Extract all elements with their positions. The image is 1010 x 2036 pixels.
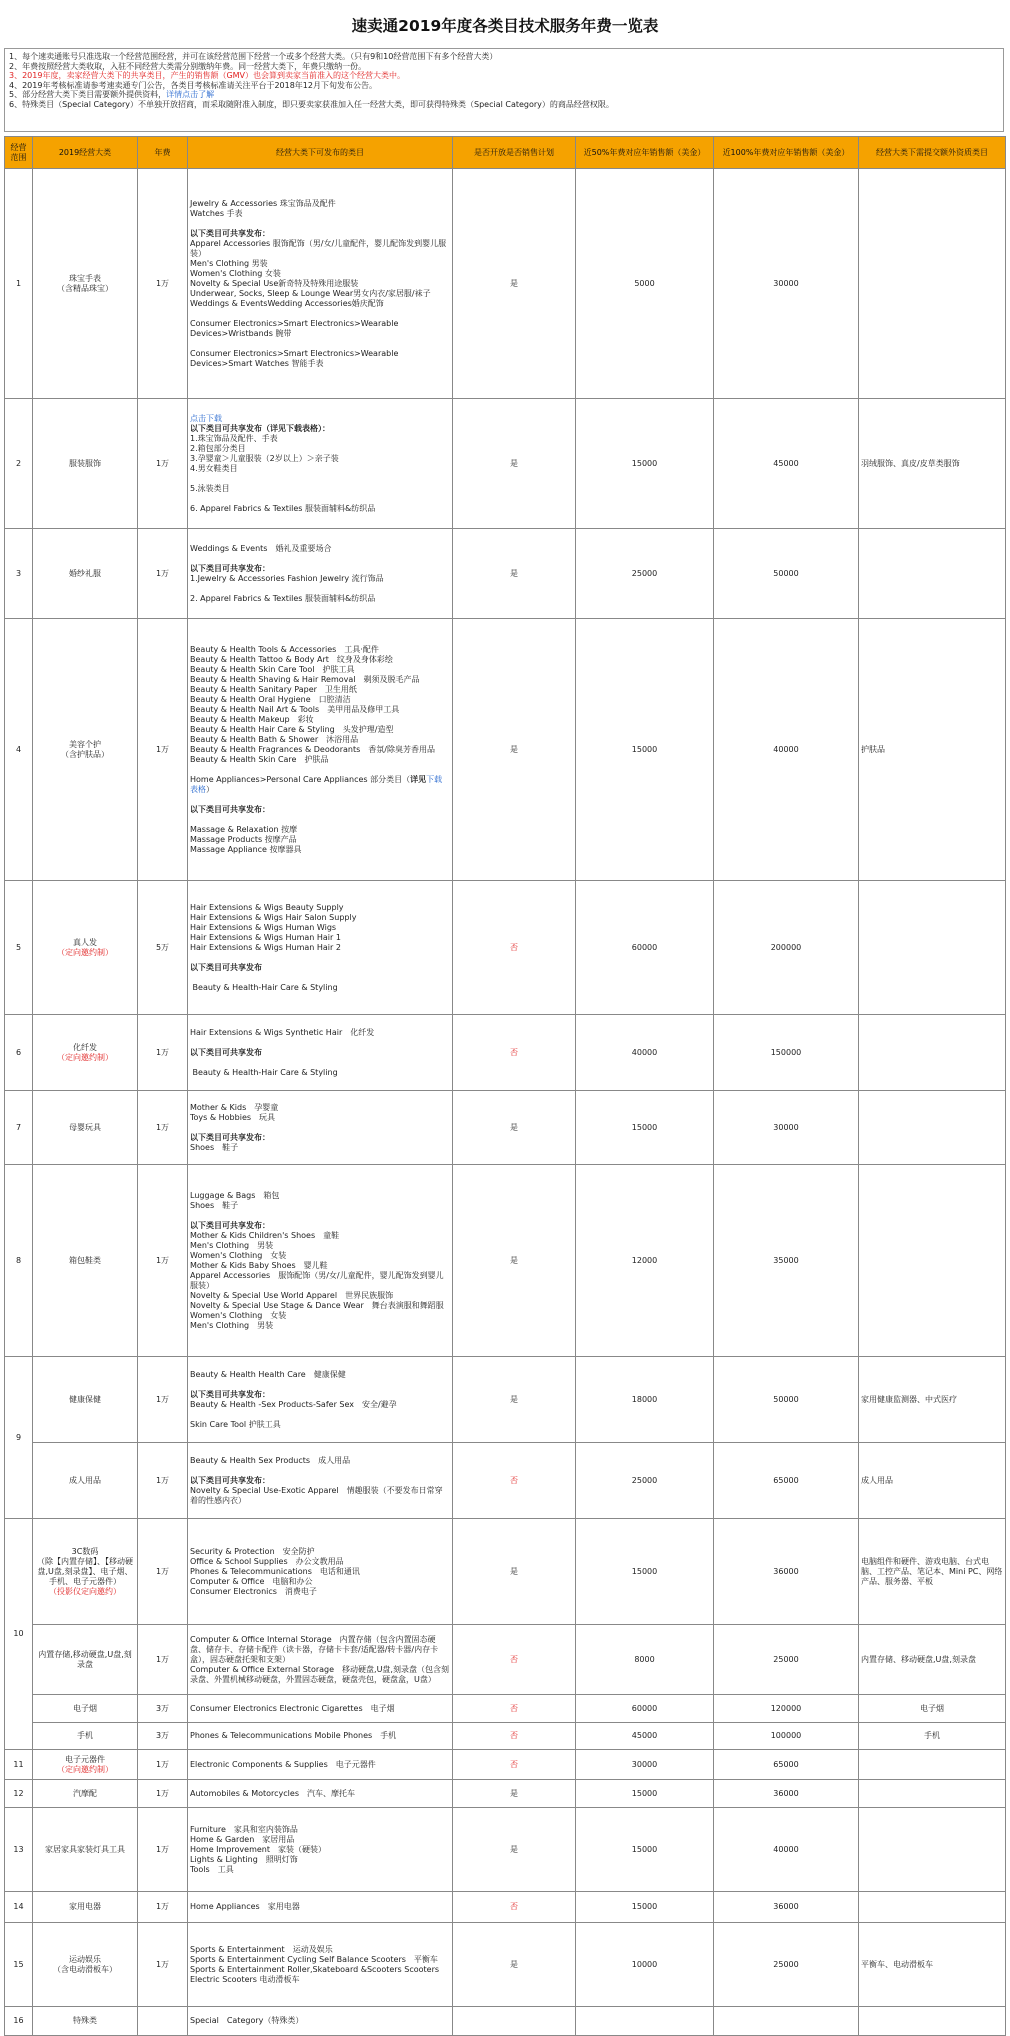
table-row bbox=[5, 169, 1006, 399]
fee-cell: 1万 bbox=[138, 1780, 188, 1808]
scope-cell: 16 bbox=[5, 2007, 33, 2036]
category-cell: 内置存储,移动硬盘,U盘,刻录盘 bbox=[33, 1625, 138, 1695]
table-row bbox=[5, 1750, 1006, 1780]
fee-cell: 1万 bbox=[138, 1750, 188, 1780]
fee-cell: 1万 bbox=[138, 1923, 188, 2007]
category-cell: 汽摩配 bbox=[33, 1780, 138, 1808]
publishable-categories-cell: Automobiles & Motorcycles 汽车、摩托车 bbox=[188, 1780, 453, 1808]
fee100-cell: 36000 bbox=[714, 1892, 859, 1923]
fee-cell: 1万 bbox=[138, 399, 188, 529]
scope-cell: 15 bbox=[5, 1923, 33, 2007]
open-cell: 否 bbox=[453, 1723, 576, 1750]
extra-qualification-cell: 电子烟 bbox=[859, 1695, 1006, 1723]
fee-cell: 1万 bbox=[138, 1519, 188, 1625]
open-cell: 否 bbox=[453, 1015, 576, 1091]
publishable-categories-cell: Consumer Electronics Electronic Cigarettes 电子烟 bbox=[188, 1695, 453, 1723]
table-row bbox=[5, 1443, 1006, 1519]
open-cell: 否 bbox=[453, 881, 576, 1015]
extra-qualification-cell bbox=[859, 1892, 1006, 1923]
extra-qualification-cell: 电脑组件和硬件、游戏电脑、台式电脑、工控产品、笔记本、Mini PC、网络产品、服务器、平板 bbox=[859, 1519, 1006, 1625]
fee50-cell: 25000 bbox=[576, 1443, 714, 1519]
open-cell: 否 bbox=[453, 1695, 576, 1723]
publishable-categories-cell: Home Appliances 家用电器 bbox=[188, 1892, 453, 1923]
fee-cell: 3万 bbox=[138, 1723, 188, 1750]
fee100-cell bbox=[714, 2007, 859, 2036]
fee-cell: 1万 bbox=[138, 1808, 188, 1892]
extra-qualification-cell bbox=[859, 2007, 1006, 2036]
open-cell: 是 bbox=[453, 1808, 576, 1892]
publishable-categories-cell: Beauty & Health Tools & Accessories 工具·配件 Beauty & Health Tattoo & Body Art 纹身及身体彩绘 Beauty & Health Skin Care Tool 护肤工具 Beauty & Health Shaving & Hair Removal 剃须及脱毛产品 Beauty & Health Sanitary Paper 卫生用纸 Beauty & Health Oral Hygiene 口腔清洁 Beauty & Health Nail Art & Tools 美甲用品及修甲工具 Beauty & Health Makeup 彩妆 Beauty & Health Hair Care & Styling 头发护理/造型 Beauty & Health Bath & Shower 沐浴用品 Beauty & Health Fragrances & Deodorants 香氛/除臭芳香用品 Beauty & Health Skin Care 护肤品 Home Appliances>Personal Care Appliances 部分类目（详见下载表格） 以下类目可共享发布： Massage & Relaxation 按摩 Massage Products 按摩产品 Massage Appliance 按摩器具 bbox=[188, 619, 453, 881]
table-row bbox=[5, 1015, 1006, 1091]
fee100-cell: 30000 bbox=[714, 169, 859, 399]
fee50-cell: 60000 bbox=[576, 1695, 714, 1723]
fee50-cell: 45000 bbox=[576, 1723, 714, 1750]
open-cell: 是 bbox=[453, 1165, 576, 1357]
fee-cell: 1万 bbox=[138, 619, 188, 881]
extra-qualification-cell bbox=[859, 529, 1006, 619]
fee50-cell: 18000 bbox=[576, 1357, 714, 1443]
open-cell: 是 bbox=[453, 619, 576, 881]
details-link[interactable]: 详情点击了解 bbox=[166, 90, 215, 100]
fee100-cell: 100000 bbox=[714, 1723, 859, 1750]
table-row bbox=[5, 1808, 1006, 1892]
category-cell: 特殊类 bbox=[33, 2007, 138, 2036]
fee50-cell bbox=[576, 2007, 714, 2036]
extra-qualification-cell bbox=[859, 1165, 1006, 1357]
note-4: 4、2019年考核标准请参考速卖通专门公告，各类目考核标准请关注平台于2018年12月下旬发布公告。 bbox=[9, 80, 377, 90]
header-scope: 经营范围 bbox=[5, 137, 33, 169]
fee50-cell: 15000 bbox=[576, 1808, 714, 1892]
fee50-cell: 15000 bbox=[576, 1892, 714, 1923]
fee100-cell: 50000 bbox=[714, 529, 859, 619]
fee-table bbox=[4, 136, 1006, 2036]
publishable-categories-cell: Beauty & Health Health Care 健康保健 以下类目可共享发布： Beauty & Health -Sex Products-Safer Sex 安全/避孕 Skin Care Tool 护肤工具 bbox=[188, 1357, 453, 1443]
header-fee50: 近50%年费对应年销售额（美金） bbox=[576, 137, 714, 169]
table-row bbox=[5, 399, 1006, 529]
publishable-categories-cell: Beauty & Health Sex Products 成人用品 以下类目可共享发布： Novelty & Special Use-Exotic Apparel 情趣服装（不要发布日常穿着的性感内衣） bbox=[188, 1443, 453, 1519]
category-cell: 家居家具家装灯具工具 bbox=[33, 1808, 138, 1892]
fee50-cell: 60000 bbox=[576, 881, 714, 1015]
extra-qualification-cell bbox=[859, 1015, 1006, 1091]
publishable-categories-cell: Hair Extensions & Wigs Synthetic Hair 化纤发 以下类目可共享发布 Beauty & Health-Hair Care & Styling bbox=[188, 1015, 453, 1091]
scope-cell: 11 bbox=[5, 1750, 33, 1780]
scope-cell: 10 bbox=[5, 1519, 33, 1750]
fee50-cell: 30000 bbox=[576, 1750, 714, 1780]
table-row bbox=[5, 1695, 1006, 1723]
category-cell: 手机 bbox=[33, 1723, 138, 1750]
publishable-categories-cell: Weddings & Events 婚礼及重要场合 以下类目可共享发布： 1.Jewelry & Accessories Fashion Jewelry 流行饰品 2. Apparel Fabrics & Textiles 服装面辅料&纺织品 bbox=[188, 529, 453, 619]
open-cell: 是 bbox=[453, 1091, 576, 1165]
note-1: 1、每个速卖通账号只准选取一个经营范围经营，并可在该经营范围下经营一个或多个经营大类。（只有9和10经营范围下有多个经营大类） bbox=[9, 52, 498, 61]
fee100-cell: 25000 bbox=[714, 1923, 859, 2007]
category-cell: 电子烟 bbox=[33, 1695, 138, 1723]
extra-qualification-cell: 手机 bbox=[859, 1723, 1006, 1750]
table-row bbox=[5, 1780, 1006, 1808]
note-5 bbox=[9, 90, 999, 100]
header-fee: 年费 bbox=[138, 137, 188, 169]
category-cell: 运动娱乐 （含电动滑板车） bbox=[33, 1923, 138, 2007]
open-cell bbox=[453, 2007, 576, 2036]
fee50-cell: 10000 bbox=[576, 1923, 714, 2007]
fee-cell: 1万 bbox=[138, 1015, 188, 1091]
header-extra-qualification: 经营大类下需提交额外资质类目 bbox=[859, 137, 1006, 169]
category-cell: 珠宝手表 （含精品珠宝） bbox=[33, 169, 138, 399]
fee100-cell: 120000 bbox=[714, 1695, 859, 1723]
fee100-cell: 36000 bbox=[714, 1780, 859, 1808]
table-row bbox=[5, 2007, 1006, 2036]
category-cell: 美容个护 （含护肤品） bbox=[33, 619, 138, 881]
publishable-categories-cell: Special Category（特殊类） bbox=[188, 2007, 453, 2036]
note-5-text: 5、部分经营大类下类目需要额外提供资料， bbox=[9, 90, 167, 100]
open-cell: 是 bbox=[453, 1357, 576, 1443]
fee50-cell: 12000 bbox=[576, 1165, 714, 1357]
scope-cell: 8 bbox=[5, 1165, 33, 1357]
table-row bbox=[5, 1357, 1006, 1443]
table-row bbox=[5, 1923, 1006, 2007]
fee50-cell: 15000 bbox=[576, 1519, 714, 1625]
open-cell: 否 bbox=[453, 1892, 576, 1923]
publishable-categories-cell: Luggage & Bags 箱包 Shoes 鞋子 以下类目可共享发布： Mother & Kids Children's Shoes 童鞋 Men's Clothing 男装 Women's Clothing 女装 Mother & Kids Baby Shoes 婴儿鞋 Apparel Accessories 服饰配饰（男/女/儿童配件，婴儿配饰发到婴儿服装） Novelty & Special Use World Apparel 世界民族服饰 Novelty & Special Use Stage & Dance Wear 舞台表演服和舞蹈服 Women's Clothing 女装 Men's Clothing 男装 bbox=[188, 1165, 453, 1357]
table-row bbox=[5, 619, 1006, 881]
fee50-cell: 8000 bbox=[576, 1625, 714, 1695]
fee100-cell: 65000 bbox=[714, 1750, 859, 1780]
extra-qualification-cell: 家用健康监测器、中式医疗 bbox=[859, 1357, 1006, 1443]
fee100-cell: 40000 bbox=[714, 1808, 859, 1892]
header-open: 是否开放是否销售计划 bbox=[453, 137, 576, 169]
publishable-categories-cell: Mother & Kids 孕婴童 Toys & Hobbies 玩具 以下类目可共享发布： Shoes 鞋子 bbox=[188, 1091, 453, 1165]
extra-qualification-cell bbox=[859, 1091, 1006, 1165]
scope-cell: 6 bbox=[5, 1015, 33, 1091]
category-cell: 3C数码 （除【内置存储】、【移动硬盘,U盘,刻录盘】、电子烟、手机、电子元器件） （投影仪定向邀约） bbox=[33, 1519, 138, 1625]
open-cell: 否 bbox=[453, 1443, 576, 1519]
fee-cell: 1万 bbox=[138, 1625, 188, 1695]
fee100-cell: 65000 bbox=[714, 1443, 859, 1519]
scope-cell: 5 bbox=[5, 881, 33, 1015]
scope-cell: 14 bbox=[5, 1892, 33, 1923]
fee50-cell: 15000 bbox=[576, 1780, 714, 1808]
table-row bbox=[5, 1723, 1006, 1750]
table-row bbox=[5, 529, 1006, 619]
fee-cell: 1万 bbox=[138, 1443, 188, 1519]
fee50-cell: 40000 bbox=[576, 1015, 714, 1091]
fee50-cell: 15000 bbox=[576, 619, 714, 881]
category-cell: 婚纱礼服 bbox=[33, 529, 138, 619]
extra-qualification-cell bbox=[859, 1808, 1006, 1892]
fee-cell: 1万 bbox=[138, 1165, 188, 1357]
scope-cell: 12 bbox=[5, 1780, 33, 1808]
publishable-categories-cell: 点击下载 以下类目可共享发布（详见下载表格）： 1.珠宝饰品及配件、手表 2.箱包部分类目 3.孕婴童＞儿童服装（2岁以上）＞亲子装 4.男女鞋类目 5.泳装类目 6. Apparel Fabrics & Textiles 服装面辅料&纺织品 bbox=[188, 399, 453, 529]
fee50-cell: 25000 bbox=[576, 529, 714, 619]
fee100-cell: 40000 bbox=[714, 619, 859, 881]
extra-qualification-cell bbox=[859, 881, 1006, 1015]
extra-qualification-cell: 护肤品 bbox=[859, 619, 1006, 881]
publishable-categories-cell: Computer & Office Internal Storage 内置存储（包含内置固态硬盘、储存卡、存储卡配件（读卡器，存储卡卡套/适配器/转卡器/内存卡盒），固态硬盘托架和支架） Computer & Office External Storage 移动硬盘,U盘,刻录盘（包含刻录盘、外置机械移动硬盘，外置固态硬盘，硬盘壳包，硬盘盒，U盘） bbox=[188, 1625, 453, 1695]
fee-cell: 5万 bbox=[138, 881, 188, 1015]
open-cell: 是 bbox=[453, 1923, 576, 2007]
fee-cell: 1万 bbox=[138, 1091, 188, 1165]
scope-cell: 2 bbox=[5, 399, 33, 529]
publishable-categories-cell: Security & Protection 安全防护 Office & School Supplies 办公文教用品 Phones & Telecommunications 电话和通讯 Computer & Office 电脑和办公 Consumer Electronics 消费电子 bbox=[188, 1519, 453, 1625]
fee-cell: 1万 bbox=[138, 1357, 188, 1443]
category-cell: 成人用品 bbox=[33, 1443, 138, 1519]
fee100-cell: 150000 bbox=[714, 1015, 859, 1091]
fee-cell: 3万 bbox=[138, 1695, 188, 1723]
extra-qualification-cell: 成人用品 bbox=[859, 1443, 1006, 1519]
open-cell: 是 bbox=[453, 1780, 576, 1808]
open-cell: 否 bbox=[453, 1750, 576, 1780]
table-row bbox=[5, 1625, 1006, 1695]
publishable-categories-cell: Sports & Entertainment 运动及娱乐 Sports & Entertainment Cycling Self Balance Scooters 平衡车 Sports & Entertainment Roller,Skateboard &Scooters Scooters Electric Scooters 电动滑板车 bbox=[188, 1923, 453, 2007]
header-category: 2019经营大类 bbox=[33, 137, 138, 169]
category-cell: 电子元器件 （定向邀约制） bbox=[33, 1750, 138, 1780]
fee100-cell: 30000 bbox=[714, 1091, 859, 1165]
category-cell: 健康保健 bbox=[33, 1357, 138, 1443]
category-cell: 箱包鞋类 bbox=[33, 1165, 138, 1357]
publishable-categories-cell: Jewelry & Accessories 珠宝饰品及配件 Watches 手表 以下类目可共享发布： Apparel Accessories 服饰配饰（男/女/儿童配件，婴儿配饰发到婴儿服装） Men's Clothing 男装 Women's Clothing 女装 Novelty & Special Use新奇特及特殊用途服装 Underwear, Socks, Sleep & Lounge Wear男女内衣/家居服/袜子 Weddings & EventsWedding Accessories婚庆配饰 Consumer Electronics>Smart Electronics>Wearable Devices>Wristbands 腕带 Consumer Electronics>Smart Electronics>Wearable Devices>Smart Watches 智能手表 bbox=[188, 169, 453, 399]
category-cell: 服装服饰 bbox=[33, 399, 138, 529]
table-row bbox=[5, 1892, 1006, 1923]
open-cell: 否 bbox=[453, 1625, 576, 1695]
extra-qualification-cell: 内置存储、移动硬盘,U盘,刻录盘 bbox=[859, 1625, 1006, 1695]
publishable-categories-cell: Furniture 家具和室内装饰品 Home & Garden 家居用品 Home Improvement 家装（硬装） Lights & Lighting 照明灯饰 Tools 工具 bbox=[188, 1808, 453, 1892]
scope-cell: 3 bbox=[5, 529, 33, 619]
publishable-categories-cell: Hair Extensions & Wigs Beauty Supply Hair Extensions & Wigs Hair Salon Supply Hair Extensions & Wigs Human Wigs Hair Extensions & Wigs Human Hair 1 Hair Extensions & Wigs Human Hair 2 以下类目可共享发布 Beauty & Health-Hair Care & Styling bbox=[188, 881, 453, 1015]
table-header-row bbox=[5, 137, 1006, 169]
fee-cell: 1万 bbox=[138, 1892, 188, 1923]
fee-cell bbox=[138, 2007, 188, 2036]
table-body bbox=[5, 169, 1006, 2036]
notes-box bbox=[4, 48, 1004, 132]
scope-cell: 7 bbox=[5, 1091, 33, 1165]
note-3: 3、2019年度，卖家经营大类下的共享类目，产生的销售额（GMV）也会算到卖家当前准入的这个经营大类中。 bbox=[9, 71, 406, 81]
extra-qualification-cell: 平衡车、电动滑板车 bbox=[859, 1923, 1006, 2007]
scope-cell: 13 bbox=[5, 1808, 33, 1892]
fee100-cell: 45000 bbox=[714, 399, 859, 529]
download-link[interactable]: 下载表格 bbox=[190, 774, 443, 794]
open-cell: 是 bbox=[453, 169, 576, 399]
note-2: 2、年费按照经营大类收取，入驻不同经营大类需分别缴纳年费。同一经营大类下，年费只缴纳一份。 bbox=[9, 61, 367, 71]
header-fee100: 近100%年费对应年销售额（美金） bbox=[714, 137, 859, 169]
publishable-categories-cell: Electronic Components & Supplies 电子元器件 bbox=[188, 1750, 453, 1780]
table-row bbox=[5, 1165, 1006, 1357]
open-cell: 是 bbox=[453, 399, 576, 529]
publishable-categories-cell: Phones & Telecommunications Mobile Phones 手机 bbox=[188, 1723, 453, 1750]
fee100-cell: 35000 bbox=[714, 1165, 859, 1357]
scope-cell: 9 bbox=[5, 1357, 33, 1519]
category-cell: 化纤发 （定向邀约制） bbox=[33, 1015, 138, 1091]
download-link[interactable]: 点击下载 bbox=[190, 413, 222, 423]
category-cell: 家用电器 bbox=[33, 1892, 138, 1923]
scope-cell: 4 bbox=[5, 619, 33, 881]
scope-cell: 1 bbox=[5, 169, 33, 399]
fee50-cell: 5000 bbox=[576, 169, 714, 399]
open-cell: 是 bbox=[453, 529, 576, 619]
open-cell: 是 bbox=[453, 1519, 576, 1625]
category-cell: 母婴玩具 bbox=[33, 1091, 138, 1165]
extra-qualification-cell bbox=[859, 1750, 1006, 1780]
page-title: 速卖通2019年度各类目技术服务年费一览表 bbox=[351, 17, 659, 35]
extra-qualification-cell bbox=[859, 1780, 1006, 1808]
table-row bbox=[5, 1519, 1006, 1625]
category-cell: 真人发 （定向邀约制） bbox=[33, 881, 138, 1015]
fee100-cell: 50000 bbox=[714, 1357, 859, 1443]
header-publishable-categories: 经营大类下可发布的类目 bbox=[188, 137, 453, 169]
fee-cell: 1万 bbox=[138, 169, 188, 399]
extra-qualification-cell bbox=[859, 169, 1006, 399]
fee100-cell: 25000 bbox=[714, 1625, 859, 1695]
table-row bbox=[5, 881, 1006, 1015]
fee100-cell: 200000 bbox=[714, 881, 859, 1015]
table-row bbox=[5, 1091, 1006, 1165]
fee50-cell: 15000 bbox=[576, 1091, 714, 1165]
note-6: 6、特殊类目（Special Category）不单独开放招商，而采取随附准入制度，即只要卖家获准加入任一经营大类，即可获得特殊类（Special Category）的商品经营权限。 bbox=[9, 99, 614, 109]
extra-qualification-cell: 羽绒服饰、真皮/皮草类服饰 bbox=[859, 399, 1006, 529]
fee50-cell: 15000 bbox=[576, 399, 714, 529]
fee-cell: 1万 bbox=[138, 529, 188, 619]
fee100-cell: 36000 bbox=[714, 1519, 859, 1625]
